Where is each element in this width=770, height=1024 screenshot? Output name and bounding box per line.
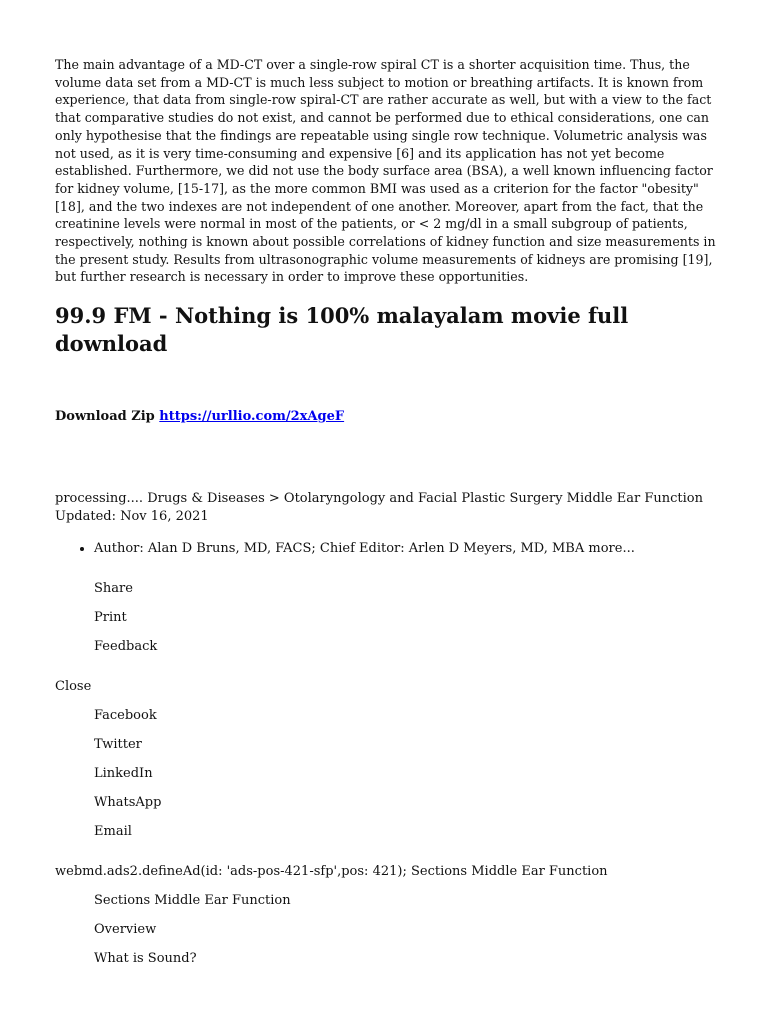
email-share-link[interactable]: Email: [94, 824, 132, 840]
download-link[interactable]: https://urllio.com/2xAgeF: [159, 409, 345, 425]
ad-script-text: webmd.ads2.defineAd(id: 'ads-pos-421-sfp',pos: 421); Sections Middle Ear Function: [55, 864, 608, 880]
author-list: [55, 540, 720, 558]
author-item[interactable]: • Author: Alan D Bruns, MD, FACS; Chief Editor: Arlen D Meyers, MD, MBA more...: [94, 540, 720, 558]
print-button[interactable]: Print: [94, 610, 127, 626]
download-line: [55, 408, 720, 426]
twitter-share-link[interactable]: Twitter: [94, 737, 142, 753]
section-link-what-is-sound[interactable]: What is Sound?: [94, 951, 197, 967]
section-link-overview[interactable]: Overview: [94, 922, 157, 938]
sections-title: Sections Middle Ear Function: [94, 893, 291, 909]
breadcrumb: [55, 490, 720, 526]
share-button[interactable]: Share: [94, 581, 133, 597]
whatsapp-share-link[interactable]: WhatsApp: [94, 795, 162, 811]
updated-date: Updated: Nov 16, 2021: [55, 509, 209, 525]
download-label: Download Zip: [55, 409, 155, 425]
page-title: 99.9 FM - Nothing is 100% malayalam movie full download: [55, 303, 629, 357]
linkedin-share-link[interactable]: LinkedIn: [94, 766, 153, 782]
feedback-button[interactable]: Feedback: [94, 639, 158, 655]
page-content: [55, 56, 720, 968]
intro-paragraph: The main advantage of a MD-CT over a single-row spiral CT is a shorter acquisition time. Thus, the volume data set from a MD-CT is much less subject to motion or breathing artifacts. It is known from experience, that data from single-row spiral-CT are rather accurate as well, but with a view to the fact that comparative studies do not exist, and cannot be performed due to ethical considerations, one can only hypothesise that the findings are repeatable using single row technique. Volumetric analysis was not used, as it is very time-consuming and expensive [6] and its application has not yet become established. Furthermore, we did not use the body surface area (BSA), a well known influencing factor for kidney volume, [15-17], as the more common BMI was used as a criterion for the factor "obesity" [18], and the two indexes are not independent of one another. Moreover, apart from the fact, that the creatinine levels were normal in most of the patients, or < 2 mg/dl in a small subgroup of patients, respectively, nothing is known about possible correlations of kidney function and size measurements in the present study. Results from ultrasonographic volume measurements of kidneys are promising [19], but further research is necessary in order to improve these opportunities.: [55, 57, 716, 285]
close-button[interactable]: Close: [55, 679, 92, 695]
breadcrumb-text: processing.... Drugs & Diseases > Otolaryngology and Facial Plastic Surgery Middle Ear Function: [55, 491, 703, 507]
facebook-share-link[interactable]: Facebook: [94, 708, 157, 724]
